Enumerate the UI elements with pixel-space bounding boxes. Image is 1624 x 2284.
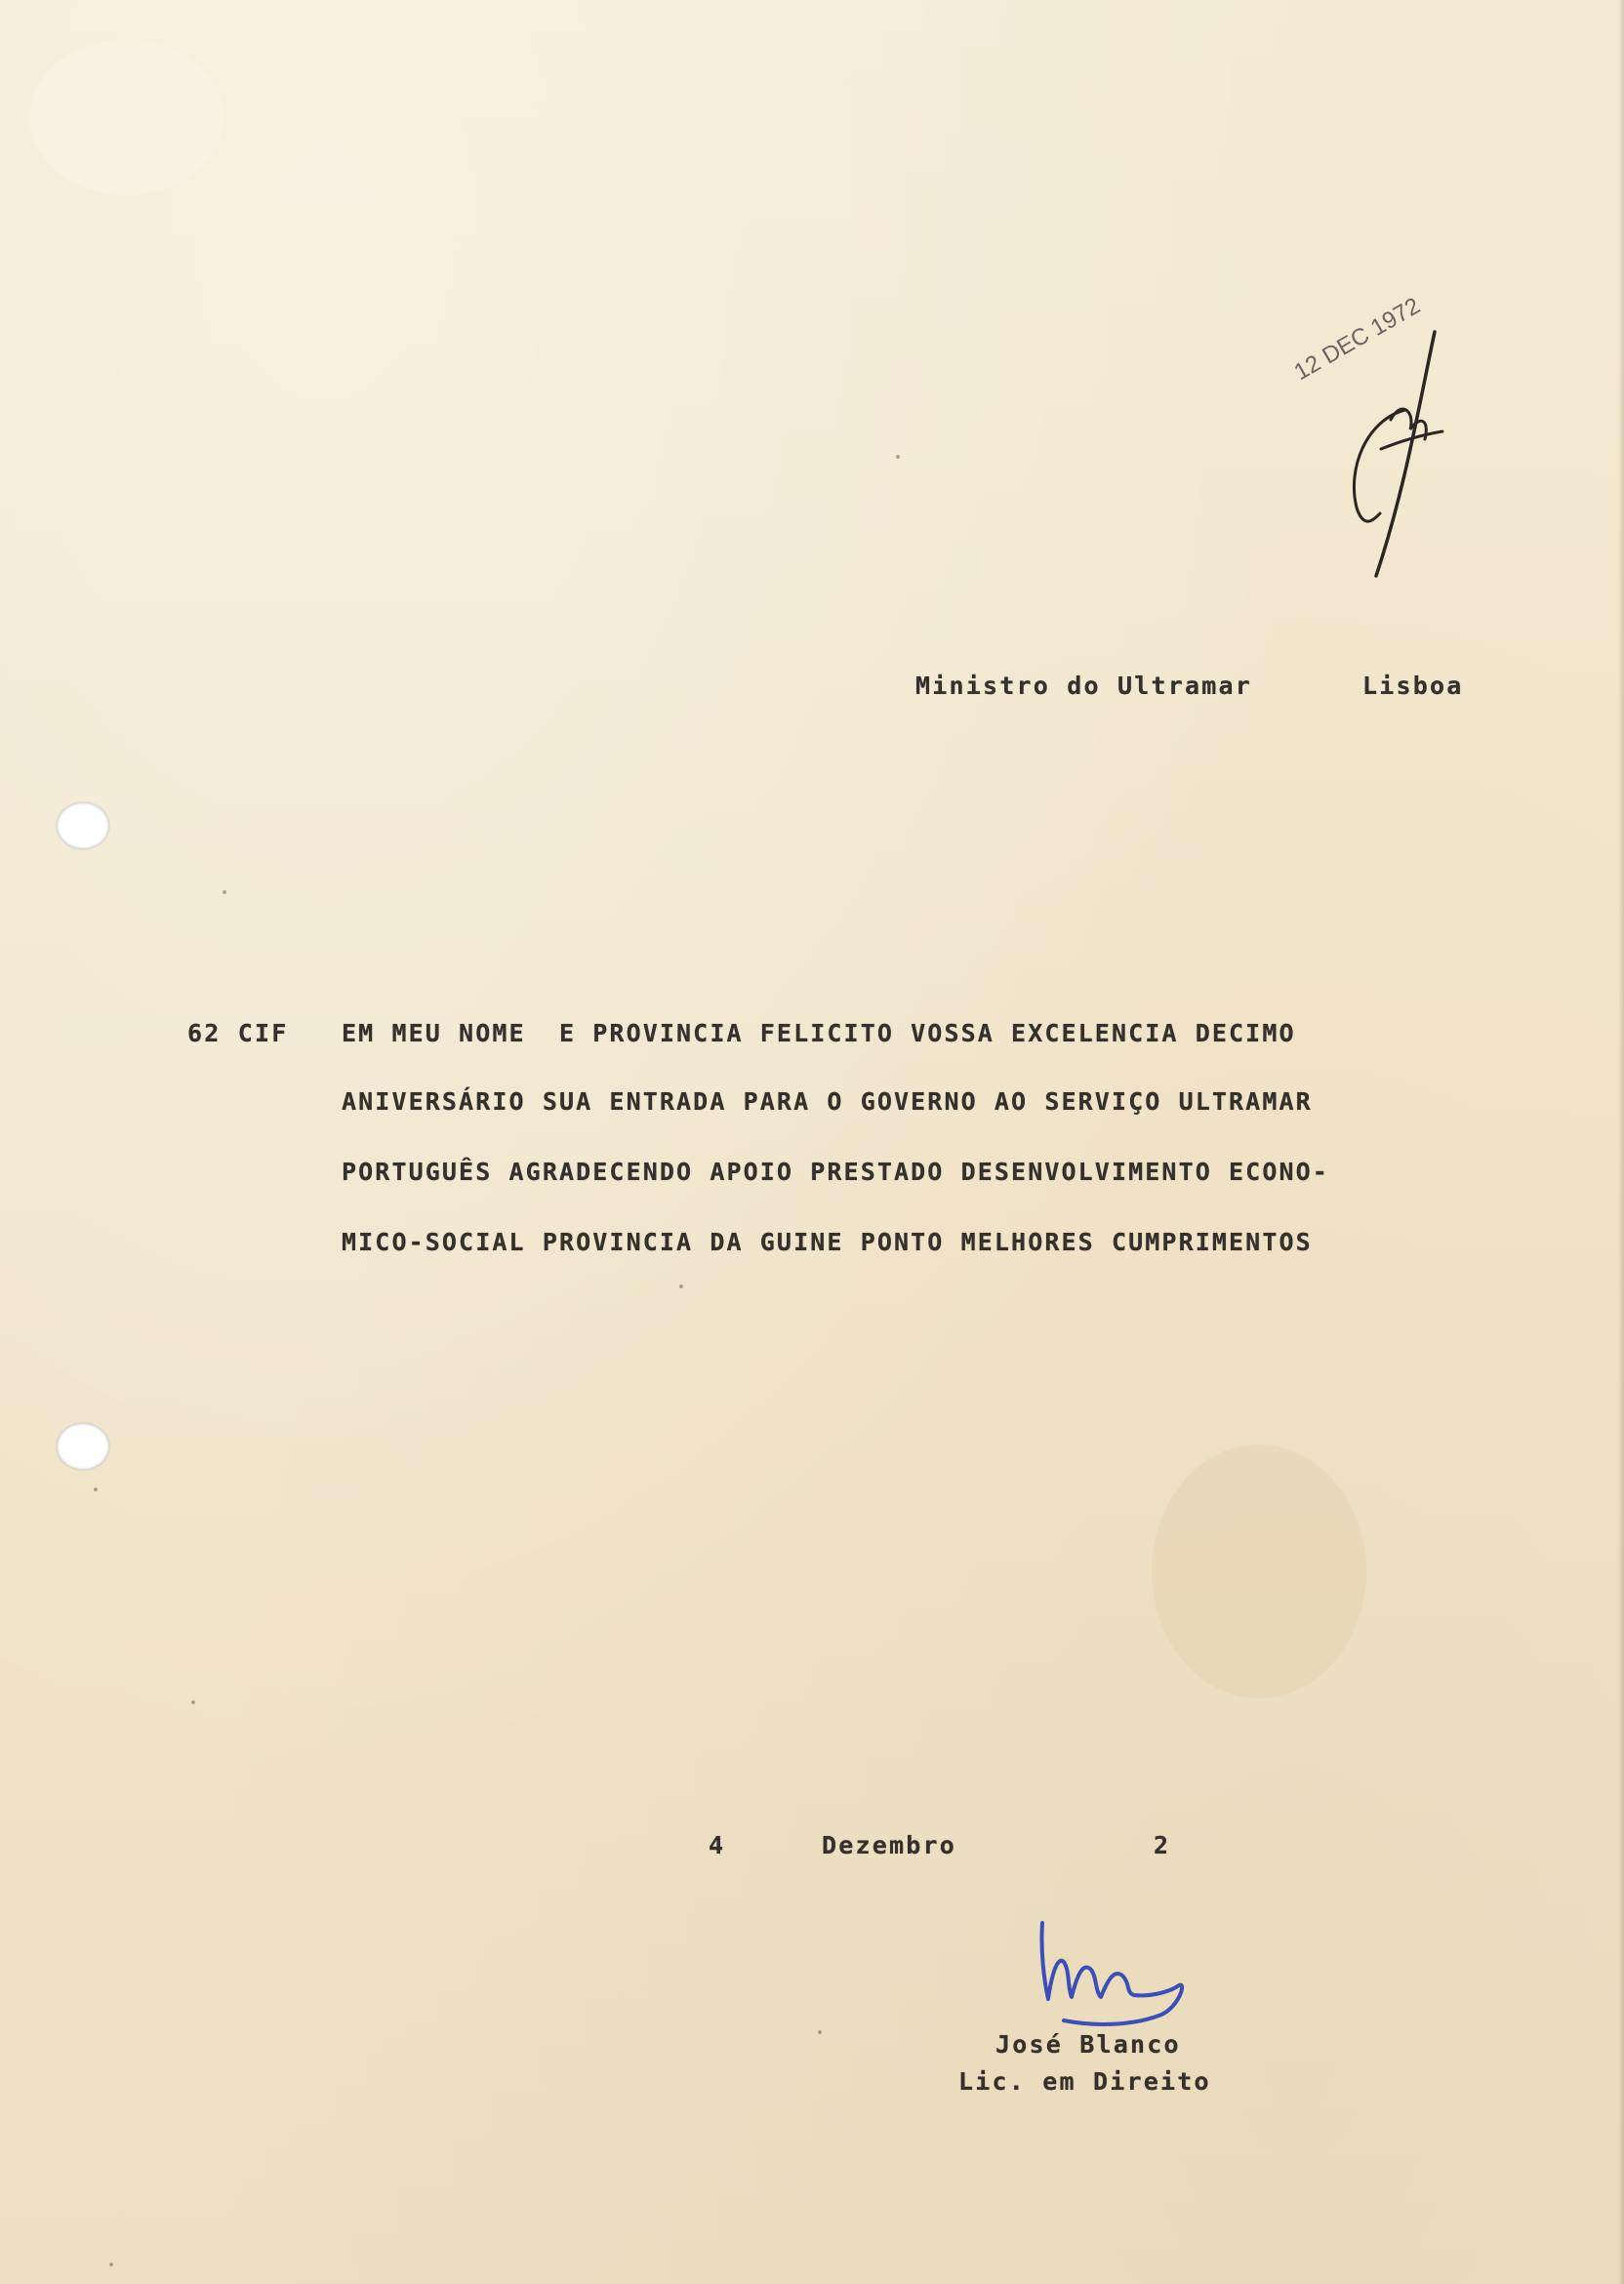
handwritten-initial-mark [1327,322,1454,586]
paper-stain [1152,1445,1366,1698]
paper-speck [191,1700,195,1704]
date-month: Dezembro [822,1831,957,1859]
paper-speck [896,455,900,459]
date-day: 4 [709,1831,726,1859]
message-line: MICO-SOCIAL PROVINCIA DA GUINE PONTO MELHORES CUMPRIMENTOS [342,1228,1313,1256]
date-year: 2 [1154,1831,1171,1859]
paper-speck [223,890,226,894]
message-line: ANIVERSÁRIO SUA ENTRADA PARA O GOVERNO AO SERVIÇO ULTRAMAR [342,1087,1313,1116]
addressee-recipient: Ministro do Ultramar [915,672,1253,700]
message-line: PORTUGUÊS AGRADECENDO APOIO PRESTADO DESENVOLVIMENTO ECONO- [342,1158,1329,1186]
message-line: EM MEU NOME E PROVINCIA FELICITO VOSSA EXCELENCIA DECIMO [342,1019,1296,1047]
addressee-city: Lisboa [1362,672,1464,700]
paper-stain [29,39,224,195]
punch-hole-bottom [57,1423,109,1470]
message-reference: 62 CIF [187,1019,289,1047]
signatory-name: José Blanco [995,2030,1181,2059]
stamp-date-text: 12 DEC 1972 [1289,292,1425,387]
paper-speck [109,2263,113,2266]
signatory-title: Lic. em Direito [958,2067,1211,2096]
paper-speck [679,1285,683,1288]
paper-speck [818,2030,822,2034]
punch-hole-top [57,802,109,849]
paper-speck [94,1488,98,1491]
handwritten-signature [1025,1913,1210,2040]
paper-edge [1618,0,1624,2284]
